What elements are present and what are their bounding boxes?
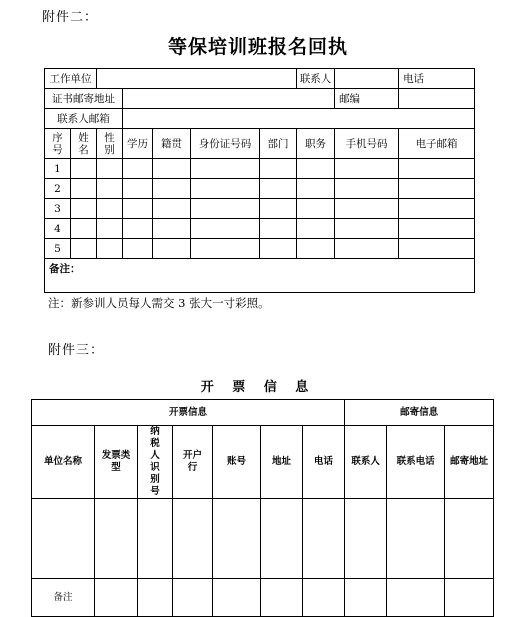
invoice-column-header-row xyxy=(32,426,494,499)
cell[interactable] xyxy=(71,179,97,199)
cell[interactable] xyxy=(445,499,494,579)
cell[interactable] xyxy=(297,159,335,179)
remark-label: 备注： xyxy=(49,263,81,275)
row-number: 2 xyxy=(45,179,71,199)
table-row xyxy=(32,579,494,617)
cell[interactable] xyxy=(153,239,191,259)
cell[interactable] xyxy=(335,199,399,219)
col-address: 地址 xyxy=(261,426,303,499)
attachment-2-label: 附件二： xyxy=(42,10,99,25)
cell[interactable] xyxy=(260,199,297,219)
col-mail-contact: 联系人 xyxy=(345,426,387,499)
cell[interactable] xyxy=(95,499,138,579)
col-phone: 电话 xyxy=(303,426,345,499)
mail-group-header: 邮寄信息 xyxy=(345,400,494,426)
cell[interactable] xyxy=(123,219,153,239)
column-header-row xyxy=(45,129,475,159)
postcode-field[interactable] xyxy=(399,89,475,109)
cell[interactable] xyxy=(335,219,399,239)
cell[interactable] xyxy=(297,179,335,199)
contact-person-field[interactable] xyxy=(335,69,399,89)
cell[interactable] xyxy=(213,579,261,617)
remark-cell[interactable] xyxy=(45,259,475,293)
cell[interactable] xyxy=(261,499,303,579)
table-row xyxy=(45,179,475,199)
cell[interactable] xyxy=(153,219,191,239)
cell[interactable] xyxy=(399,219,475,239)
col-taxpayer-id: 纳税人识别号 xyxy=(138,426,173,499)
invoice-table xyxy=(31,399,494,617)
cell[interactable] xyxy=(173,499,213,579)
cell[interactable] xyxy=(71,239,97,259)
cell[interactable] xyxy=(260,219,297,239)
col-unit-name: 单位名称 xyxy=(32,426,95,499)
cell[interactable] xyxy=(445,579,494,617)
cell[interactable] xyxy=(399,199,475,219)
cell[interactable] xyxy=(123,159,153,179)
cell[interactable] xyxy=(97,219,123,239)
cell[interactable] xyxy=(260,159,297,179)
col-account: 账号 xyxy=(213,426,261,499)
table-row xyxy=(45,219,475,239)
cell[interactable] xyxy=(335,159,399,179)
cell[interactable] xyxy=(345,499,387,579)
cell[interactable] xyxy=(303,499,345,579)
cell[interactable] xyxy=(387,499,445,579)
col-gender: 性别 xyxy=(97,129,123,159)
table-row xyxy=(32,499,494,579)
cell[interactable] xyxy=(71,219,97,239)
cell[interactable] xyxy=(399,159,475,179)
cell[interactable] xyxy=(138,499,173,579)
col-id-number: 身份证号码 xyxy=(191,129,260,159)
cell[interactable] xyxy=(335,179,399,199)
cell[interactable] xyxy=(191,159,260,179)
cell[interactable] xyxy=(191,219,260,239)
cell[interactable] xyxy=(71,199,97,219)
cell[interactable] xyxy=(191,239,260,259)
registration-table xyxy=(44,68,475,293)
col-position: 职务 xyxy=(297,129,335,159)
cell[interactable] xyxy=(123,179,153,199)
cell[interactable] xyxy=(71,159,97,179)
work-unit-field[interactable] xyxy=(97,69,297,89)
row-number: 3 xyxy=(45,199,71,219)
invoice-group-header: 开票信息 xyxy=(32,400,345,426)
attachment-3-label: 附件三： xyxy=(48,343,105,358)
cell[interactable] xyxy=(399,179,475,199)
cell[interactable] xyxy=(123,239,153,259)
cell[interactable] xyxy=(123,199,153,219)
cell[interactable] xyxy=(95,579,138,617)
row-number: 4 xyxy=(45,219,71,239)
cell[interactable] xyxy=(153,199,191,219)
cell[interactable] xyxy=(335,239,399,259)
cell[interactable] xyxy=(97,179,123,199)
cell[interactable] xyxy=(97,159,123,179)
cell[interactable] xyxy=(387,579,445,617)
cell[interactable] xyxy=(260,179,297,199)
col-mobile: 手机号码 xyxy=(335,129,399,159)
contact-email-field[interactable] xyxy=(123,109,475,129)
col-email: 电子邮箱 xyxy=(399,129,475,159)
registration-title: 等保培训班报名回执 xyxy=(167,36,348,58)
row-number: 5 xyxy=(45,239,71,259)
cell[interactable] xyxy=(97,239,123,259)
cell[interactable] xyxy=(191,179,260,199)
cert-address-label: 证书邮寄地址 xyxy=(45,89,123,109)
invoice-title: 开 票 信 息 xyxy=(200,380,316,395)
cell[interactable] xyxy=(297,199,335,219)
cell[interactable] xyxy=(303,579,345,617)
col-education: 学历 xyxy=(123,129,153,159)
postcode-label: 邮编 xyxy=(335,89,399,109)
cell[interactable] xyxy=(297,219,335,239)
table-row xyxy=(45,159,475,179)
cell[interactable] xyxy=(297,239,335,259)
cell[interactable] xyxy=(32,499,95,579)
col-mail-address: 邮寄地址 xyxy=(445,426,494,499)
col-origin: 籍贯 xyxy=(153,129,191,159)
contact-person-label: 联系人 xyxy=(297,69,335,89)
phone-label: 电话 xyxy=(399,69,475,89)
cell[interactable] xyxy=(345,579,387,617)
work-unit-label: 工作单位 xyxy=(45,69,97,89)
table-row xyxy=(45,199,475,219)
cell[interactable] xyxy=(153,159,191,179)
cell[interactable] xyxy=(153,179,191,199)
cell[interactable] xyxy=(260,239,297,259)
cell[interactable] xyxy=(173,579,213,617)
contact-email-label: 联系人邮箱 xyxy=(45,109,123,129)
cert-address-field[interactable] xyxy=(123,89,335,109)
cell[interactable] xyxy=(261,579,303,617)
table-row xyxy=(45,239,475,259)
col-seq: 序号 xyxy=(45,129,71,159)
col-invoice-type: 发票类型 xyxy=(95,426,138,499)
cell[interactable] xyxy=(138,579,173,617)
cell[interactable] xyxy=(191,199,260,219)
col-name: 姓名 xyxy=(71,129,97,159)
row-number: 1 xyxy=(45,159,71,179)
photo-note: 注：新参训人员每人需交 3 张大一寸彩照。 xyxy=(48,296,270,310)
cell[interactable] xyxy=(97,199,123,219)
cell[interactable] xyxy=(399,239,475,259)
invoice-remark-label: 备注 xyxy=(32,579,95,617)
col-bank: 开户行 xyxy=(173,426,213,499)
col-mail-phone: 联系电话 xyxy=(387,426,445,499)
cell[interactable] xyxy=(213,499,261,579)
col-department: 部门 xyxy=(260,129,297,159)
